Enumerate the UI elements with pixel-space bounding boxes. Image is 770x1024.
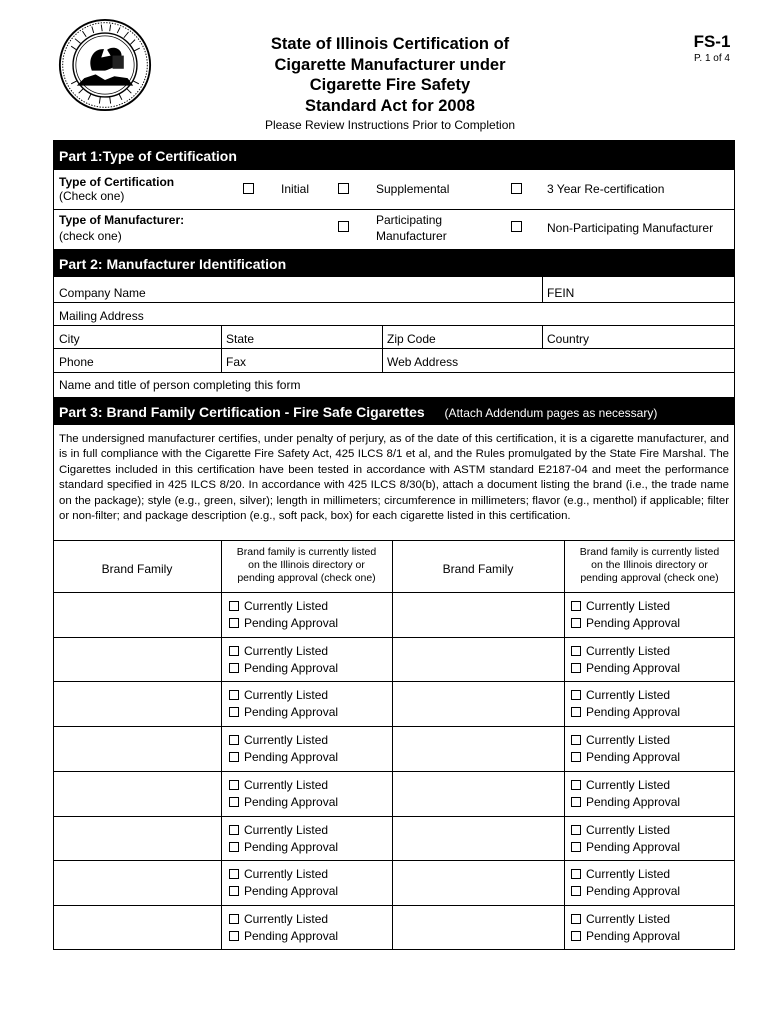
non-participating-checkbox[interactable] bbox=[511, 221, 522, 232]
manufacturer-type-sub: (check one) bbox=[59, 229, 122, 243]
pending-approval-option-left[interactable] bbox=[229, 616, 338, 630]
company-name-field[interactable]: Company Name bbox=[59, 286, 146, 300]
pending-approval-option-left[interactable] bbox=[229, 884, 338, 898]
pending-approval-option-right[interactable] bbox=[571, 661, 680, 675]
brand-family-input-left[interactable] bbox=[55, 726, 220, 771]
country-field[interactable]: Country bbox=[547, 332, 590, 346]
checkbox[interactable] bbox=[229, 825, 239, 835]
divider bbox=[542, 277, 543, 302]
recertification-checkbox[interactable] bbox=[511, 183, 522, 194]
mailing-address-field[interactable]: Mailing Address bbox=[59, 309, 144, 323]
checkbox[interactable] bbox=[229, 735, 239, 745]
brand-family-input-right[interactable] bbox=[395, 681, 560, 726]
checkbox[interactable] bbox=[229, 914, 239, 924]
brand-family-input-left[interactable] bbox=[55, 637, 220, 682]
initial-label: Initial bbox=[281, 182, 310, 196]
currently-listed-option-left[interactable] bbox=[229, 599, 328, 613]
checkbox[interactable] bbox=[571, 780, 581, 790]
option-label: Currently Listed bbox=[586, 644, 671, 658]
option-label: Currently Listed bbox=[244, 867, 329, 881]
checkbox[interactable] bbox=[571, 886, 581, 896]
currently-listed-option-left[interactable] bbox=[229, 912, 328, 926]
option-label: Pending Approval bbox=[586, 795, 681, 809]
title-line: Cigarette Fire Safety bbox=[309, 76, 471, 94]
option-label: Currently Listed bbox=[586, 823, 671, 837]
option-label: Pending Approval bbox=[586, 840, 681, 854]
cert-type-sub: (Check one) bbox=[59, 189, 125, 203]
option-label: Currently Listed bbox=[586, 688, 671, 702]
option-label: Pending Approval bbox=[244, 616, 339, 630]
title-line: State of Illinois Certification of bbox=[270, 35, 510, 53]
recertification-label: 3 Year Re-certification bbox=[547, 182, 665, 196]
currently-listed-option-left[interactable] bbox=[229, 644, 328, 658]
form-title bbox=[220, 34, 560, 116]
pending-approval-option-right[interactable] bbox=[571, 884, 680, 898]
divider bbox=[221, 540, 222, 950]
divider bbox=[392, 540, 393, 950]
currently-listed-option-right[interactable] bbox=[571, 867, 670, 881]
brand-family-input-right[interactable] bbox=[395, 860, 560, 905]
option-label: Pending Approval bbox=[244, 795, 339, 809]
brand-family-input-left[interactable] bbox=[55, 592, 220, 637]
fein-field[interactable]: FEIN bbox=[547, 286, 575, 300]
pending-approval-option-right[interactable] bbox=[571, 795, 680, 809]
option-label: Pending Approval bbox=[244, 661, 339, 675]
phone-field[interactable]: Phone bbox=[59, 355, 94, 369]
brand-family-input-left[interactable] bbox=[55, 771, 220, 816]
currently-listed-option-right[interactable] bbox=[571, 688, 670, 702]
option-label: Pending Approval bbox=[244, 750, 339, 764]
option-label: Pending Approval bbox=[244, 929, 339, 943]
option-label: Pending Approval bbox=[586, 705, 681, 719]
currently-listed-option-left[interactable] bbox=[229, 688, 328, 702]
zip-code-field[interactable]: Zip Code bbox=[387, 332, 436, 346]
col-status-line: Brand family is currently listed bbox=[579, 546, 720, 558]
checkbox[interactable] bbox=[571, 752, 581, 762]
option-label: Pending Approval bbox=[586, 661, 681, 675]
option-label: Pending Approval bbox=[244, 840, 339, 854]
checkbox[interactable] bbox=[229, 646, 239, 656]
state-field[interactable]: State bbox=[226, 332, 255, 346]
currently-listed-option-right[interactable] bbox=[571, 599, 670, 613]
currently-listed-option-right[interactable] bbox=[571, 778, 670, 792]
form-grid bbox=[53, 140, 735, 950]
option-label: Currently Listed bbox=[586, 733, 671, 747]
col-status-line: Brand family is currently listed bbox=[236, 546, 377, 558]
option-label: Pending Approval bbox=[586, 750, 681, 764]
checkbox[interactable] bbox=[229, 869, 239, 879]
option-label: Currently Listed bbox=[244, 912, 329, 926]
pending-approval-option-right[interactable] bbox=[571, 929, 680, 943]
checkbox[interactable] bbox=[571, 914, 581, 924]
option-label: Currently Listed bbox=[244, 733, 329, 747]
currently-listed-option-left[interactable] bbox=[229, 867, 328, 881]
checkbox[interactable] bbox=[571, 869, 581, 879]
option-label: Pending Approval bbox=[586, 616, 681, 630]
brand-family-input-left[interactable] bbox=[55, 860, 220, 905]
pending-approval-option-left[interactable] bbox=[229, 929, 338, 943]
part3-heading-title: Part 3: Brand Family Certification - Fire Safe Cigarettes bbox=[59, 404, 425, 420]
checkbox[interactable] bbox=[229, 842, 239, 852]
brand-family-input-left[interactable] bbox=[55, 816, 220, 861]
checkbox[interactable] bbox=[229, 601, 239, 611]
brand-family-input-right[interactable] bbox=[395, 592, 560, 637]
col-status-line: pending approval (check one) bbox=[580, 572, 719, 584]
option-label: Currently Listed bbox=[244, 823, 329, 837]
divider bbox=[53, 302, 735, 303]
brand-family-input-right[interactable] bbox=[395, 637, 560, 682]
participating-label-line1: Participating bbox=[376, 213, 443, 227]
checkbox[interactable] bbox=[571, 690, 581, 700]
checkbox[interactable] bbox=[229, 797, 239, 807]
pending-approval-option-left[interactable] bbox=[229, 705, 338, 719]
checkbox[interactable] bbox=[229, 752, 239, 762]
checkbox[interactable] bbox=[229, 886, 239, 896]
pending-approval-option-left[interactable] bbox=[229, 661, 338, 675]
person-name-title-field[interactable]: Name and title of person completing this form bbox=[59, 378, 301, 392]
part1-heading: Part 1:Type of Certification bbox=[53, 140, 735, 170]
supplemental-checkbox[interactable] bbox=[338, 183, 349, 194]
divider bbox=[53, 325, 735, 326]
divider bbox=[53, 540, 735, 541]
non-participating-label: Non-Participating Manufacturer bbox=[547, 221, 714, 235]
checkbox[interactable] bbox=[571, 825, 581, 835]
checkbox[interactable] bbox=[229, 707, 239, 717]
pending-approval-option-right[interactable] bbox=[571, 705, 680, 719]
brand-family-input-left[interactable] bbox=[55, 905, 220, 950]
checkbox[interactable] bbox=[571, 797, 581, 807]
col-status-right bbox=[564, 546, 735, 585]
checkbox[interactable] bbox=[571, 618, 581, 628]
currently-listed-option-left[interactable] bbox=[229, 778, 328, 792]
web-address-field[interactable]: Web Address bbox=[387, 355, 459, 369]
currently-listed-option-right[interactable] bbox=[571, 823, 670, 837]
brand-family-input-right[interactable] bbox=[395, 726, 560, 771]
checkbox[interactable] bbox=[571, 707, 581, 717]
participating-label-line2: Manufacturer bbox=[376, 229, 447, 243]
city-field[interactable]: City bbox=[59, 332, 80, 346]
checkbox[interactable] bbox=[571, 646, 581, 656]
part2-heading: Part 2: Manufacturer Identification bbox=[53, 249, 735, 277]
col-status-line: pending approval (check one) bbox=[237, 572, 376, 584]
manufacturer-type-label: Type of Manufacturer: bbox=[59, 213, 185, 227]
col-status-line: on the Illinois directory or bbox=[591, 559, 708, 571]
col-status-line: on the Illinois directory or bbox=[248, 559, 365, 571]
divider bbox=[53, 209, 735, 210]
form-number: FS-1 bbox=[693, 32, 731, 51]
part3-heading bbox=[53, 397, 735, 425]
currently-listed-option-right[interactable] bbox=[571, 644, 670, 658]
checkbox[interactable] bbox=[229, 663, 239, 673]
option-label: Currently Listed bbox=[244, 644, 329, 658]
option-label: Currently Listed bbox=[586, 912, 671, 926]
option-label: Pending Approval bbox=[244, 705, 339, 719]
page-number: P. 1 of 4 bbox=[694, 53, 730, 64]
col-status-left bbox=[221, 546, 392, 585]
participating-checkbox[interactable] bbox=[338, 221, 349, 232]
currently-listed-option-right[interactable] bbox=[571, 733, 670, 747]
certification-paragraph: The undersigned manufacturer certifies, under penalty of perjury, as of the date of this certification, it is a cigarette manufacturer, and is in full compliance with the Cigarette Fire Safety Act, 425 ILCS 8/1 et al, and the Rules promulgated by the State Fire Marshal. The Cigarettes included in this certification have been tested in accordance with ASTM standard E2187-04 and meet the performance standard specified in 425 ILCS 8/20. In accordance with 425 ILCS 8/30(b), attach a document listing the brand (i.e., the trade name on the package); style (e.g., green, silver); length in millimeters; circumference in millimeters; flavor (e.g., menthol) if applicable; filter or non-filter; and package description (e.g., soft pack, box) for each cigarette listed in this certification. bbox=[59, 433, 729, 523]
checkbox[interactable] bbox=[229, 931, 239, 941]
col-brand-family-left: Brand Family bbox=[101, 562, 173, 576]
option-label: Currently Listed bbox=[586, 599, 671, 613]
option-label: Currently Listed bbox=[244, 599, 329, 613]
form-subtitle: Please Review Instructions Prior to Completion bbox=[264, 118, 516, 132]
checkbox[interactable] bbox=[229, 780, 239, 790]
option-label: Pending Approval bbox=[244, 884, 339, 898]
cert-type-label: Type of Certification bbox=[59, 175, 175, 189]
pending-approval-option-right[interactable] bbox=[571, 616, 680, 630]
part3-heading-note: (Attach Addendum pages as necessary) bbox=[444, 406, 658, 420]
col-brand-family-right: Brand Family bbox=[442, 562, 514, 576]
option-label: Currently Listed bbox=[586, 867, 671, 881]
brand-family-input-right[interactable] bbox=[395, 771, 560, 816]
pending-approval-option-left[interactable] bbox=[229, 840, 338, 854]
option-label: Currently Listed bbox=[244, 778, 329, 792]
pending-approval-option-left[interactable] bbox=[229, 795, 338, 809]
brand-family-input-left[interactable] bbox=[55, 681, 220, 726]
checkbox[interactable] bbox=[571, 842, 581, 852]
title-line: Standard Act for 2008 bbox=[305, 96, 475, 115]
checkbox[interactable] bbox=[229, 690, 239, 700]
pending-approval-option-right[interactable] bbox=[571, 750, 680, 764]
checkbox[interactable] bbox=[571, 663, 581, 673]
currently-listed-option-right[interactable] bbox=[571, 912, 670, 926]
divider bbox=[53, 372, 735, 373]
supplemental-label: Supplemental bbox=[376, 182, 450, 196]
checkbox[interactable] bbox=[571, 931, 581, 941]
fax-field[interactable]: Fax bbox=[226, 355, 247, 369]
option-label: Pending Approval bbox=[586, 929, 681, 943]
pending-approval-option-right[interactable] bbox=[571, 840, 680, 854]
state-seal-logo bbox=[58, 18, 152, 112]
checkbox[interactable] bbox=[571, 601, 581, 611]
initial-checkbox[interactable] bbox=[243, 183, 254, 194]
brand-family-input-right[interactable] bbox=[395, 816, 560, 861]
option-label: Currently Listed bbox=[586, 778, 671, 792]
currently-listed-option-left[interactable] bbox=[229, 733, 328, 747]
brand-family-input-right[interactable] bbox=[395, 905, 560, 950]
currently-listed-option-left[interactable] bbox=[229, 823, 328, 837]
title-line: Cigarette Manufacturer under bbox=[274, 55, 506, 74]
option-label: Currently Listed bbox=[244, 688, 329, 702]
divider bbox=[53, 348, 735, 349]
divider bbox=[542, 325, 543, 348]
divider bbox=[564, 540, 565, 950]
checkbox[interactable] bbox=[571, 735, 581, 745]
checkbox[interactable] bbox=[229, 618, 239, 628]
pending-approval-option-left[interactable] bbox=[229, 750, 338, 764]
option-label: Pending Approval bbox=[586, 884, 681, 898]
